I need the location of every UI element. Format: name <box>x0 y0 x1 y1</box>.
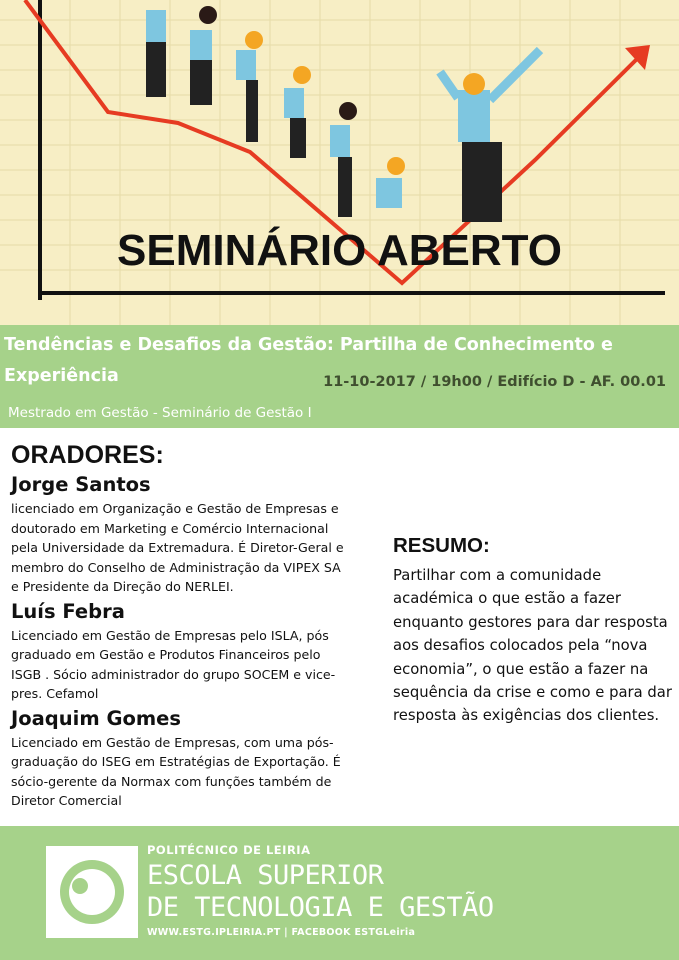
hero-illustration <box>0 0 679 325</box>
speaker-name: Joaquim Gomes <box>11 706 181 730</box>
speaker-item <box>11 473 351 597</box>
speaker-name: Jorge Santos <box>11 473 151 496</box>
school-web-links: WWW.ESTG.IPLEIRIA.PT | FACEBOOK ESTGLeiria <box>147 927 416 938</box>
speakers-section <box>11 440 351 811</box>
speaker-item <box>11 707 351 811</box>
footer-band <box>0 826 679 960</box>
summary-body: Partilhar com a comunidade académica o que estão a fazer enquanto gestores para dar resposta aos desafios colocados pela “nova economia”, o que estão a fazer na sequência da crise e como e para dar resposta às exigências dos clientes. <box>393 567 672 725</box>
school-name-line1: ESCOLA SUPERIOR <box>147 860 384 891</box>
speakers-heading: ORADORES: <box>11 441 164 469</box>
summary-section <box>393 534 678 728</box>
seminar-title: SEMINÁRIO ABERTO <box>117 226 562 275</box>
speaker-item <box>11 600 351 704</box>
summary-heading: RESUMO: <box>393 534 490 557</box>
hero-banner <box>0 0 679 325</box>
school-logo <box>46 846 138 938</box>
school-name-line2: DE TECNOLOGIA E GESTÃO <box>147 892 494 923</box>
institution-name: POLITÉCNICO DE LEIRIA <box>147 843 311 857</box>
event-info-band <box>0 325 679 428</box>
event-title: Tendências e Desafios da Gestão: Partilha de Conhecimento e Experiência <box>4 335 613 386</box>
event-subtitle: Mestrado em Gestão - Seminário de Gestão I <box>8 405 312 421</box>
speaker-bio: Licenciado em Gestão de Empresas pelo ISLA, pós graduado em Gestão e Produtos Financeiros pelo ISGB . Sócio administrador do grupo SOCEM e vice-pres. Cefamol <box>11 627 336 701</box>
event-date-location: 11-10-2017 / 19h00 / Edifício D - AF. 00.01 <box>323 374 666 390</box>
speaker-name: Luís Febra <box>11 599 125 623</box>
speaker-bio: Licenciado em Gestão de Empresas, com uma pós-graduação do ISEG em Estratégias de Exportação. É sócio-gerente da Normax com funções também de Diretor Comercial <box>11 734 341 808</box>
speaker-bio: licenciado em Organização e Gestão de Empresas e doutorado em Marketing e Comércio Internacional pela Universidade da Extremadura. É Diretor-Geral e membro do Conselho de Administração da VIPEX SA e Presidente da Direção do NERLEI. <box>11 501 344 594</box>
